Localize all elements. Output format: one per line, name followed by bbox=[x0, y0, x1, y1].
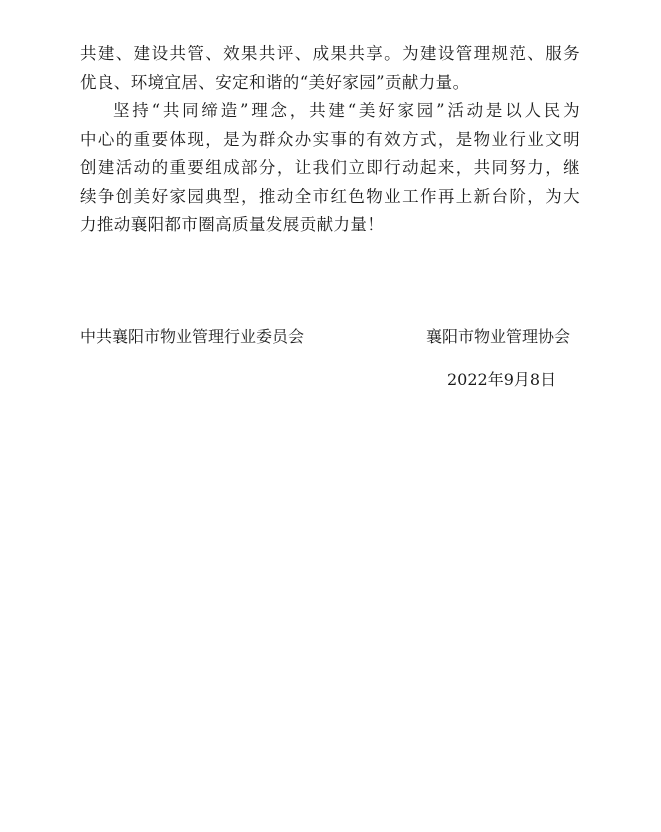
paragraph-line: 创建活动的重要组成部分，让我们立即行动起来，共同努力，继 bbox=[80, 158, 580, 177]
paragraph-line: 中心的重要体现，是为群众办实事的有效方式，是物业行业文明 bbox=[80, 129, 580, 149]
letter-body bbox=[80, 40, 580, 240]
paragraph-line: 坚持“共同缔造”理念，共建“美好家园”活动是以人民为 bbox=[113, 101, 580, 120]
signature-block bbox=[80, 325, 580, 349]
paragraph-line: 优良、环境宜居、安定和谐的“美好家园”贡献力量。 bbox=[80, 72, 470, 92]
paragraph-line: 共建、建设共管、效果共评、成果共享。为建设管理规范、服务 bbox=[80, 44, 580, 63]
paragraph-line: 力推动襄阳都市圈高质量发展贡献力量！ bbox=[80, 215, 385, 234]
document-date: 2022年9月8日 bbox=[447, 370, 557, 389]
signature-left: 中共襄阳市物业管理行业委员会 bbox=[80, 327, 305, 346]
signature-right: 襄阳市物业管理协会 bbox=[425, 327, 570, 346]
paragraph-line: 续争创美好家园典型，推动全市红色物业工作再上新台阶，为大 bbox=[80, 186, 580, 206]
